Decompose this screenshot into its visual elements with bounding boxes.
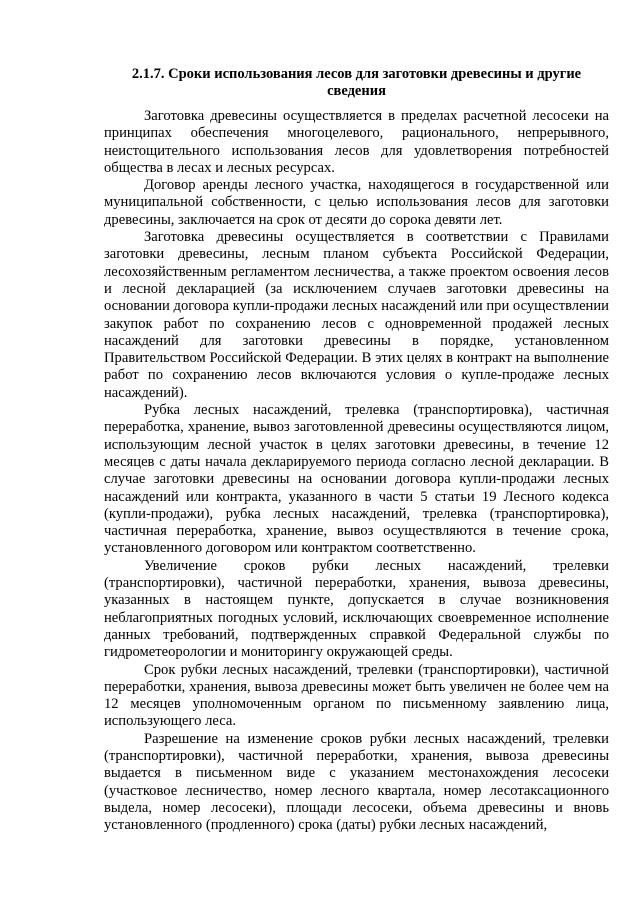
section-heading: 2.1.7. Сроки использования лесов для заготовки древесины и другие сведения bbox=[131, 66, 582, 99]
paragraph-2: Договор аренды лесного участка, находящегося в государственной или муниципальной собственности, с целью использования лесов для заготовки древесины, заключается на срок от десяти до сорока девяти лет. bbox=[104, 177, 609, 228]
paragraph-6: Срок рубки лесных насаждений, трелевки (транспортировки), частичной переработки, хранения, вывоза древесины может быть увеличен не более чем на 12 месяцев уполномоченным органом по письменному заявлению лица, использующего леса. bbox=[104, 661, 609, 730]
paragraph-4: Рубка лесных насаждений, трелевка (транспортировка), частичная переработка, хранение, вывоз заготовленной древесины осуществляются лицом, использующим лесной участок в целях заготовки древесины, в течение 12 месяцев с даты начала декларируемого периода согласно лесной декларации. В случае заготовки древесины на основании договора купли-продажи лесных насаждений или контракта, указанного в части 5 статьи 19 Лесного кодекса (купли-продажи), рубка лесных насаждений, трелевка (транспортировка), частичная переработка, хранение, вывоз осуществляются в течение срока, установленного договором или контрактом соответственно. bbox=[104, 402, 609, 557]
paragraph-3: Заготовка древесины осуществляется в соответствии с Правилами заготовки древесины, лесным планом субъекта Российской Федерации, лесохозяйственным регламентом лесничества, а также проектом освоения лесов и лесной декларацией (за исключением случаев заготовки древесины на основании договора купли-продажи лесных насаждений или при осуществлении закупок работ по сохранению лесов с одновременной продажей лесных насаждений для заготовки древесины в порядке, установленном Правительством Российской Федерации. В этих целях в контракт на выполнение работ по сохранению лесов включаются условия о купле-продаже лесных насаждений). bbox=[104, 229, 609, 401]
paragraph-7: Разрешение на изменение сроков рубки лесных насаждений, трелевки (транспортировки), частичной переработки, хранения, вывоза древесины выдается в письменном виде с указанием местонахождения лесосеки (участковое лесничество, номер лесного квартала, номер лесотаксационного выдела, номер лесосеки), площади лесосеки, объема древесины и вновь установленного (продленного) срока (даты) рубки лесных насаждений, bbox=[104, 730, 609, 834]
paragraph-5: Увеличение сроков рубки лесных насаждений, трелевки (транспортировки), частичной переработки, хранения, вывоза древесины, указанных в настоящем пункте, допускается в случае возникновения неблагоприятных погодных условий, исключающих своевременное исполнение данных требований, подтвержденных справкой Федеральной службы по гидрометеорологии и мониторингу окружающей среды. bbox=[104, 557, 609, 661]
paragraph-1: Заготовка древесины осуществляется в пределах расчетной лесосеки на принципах обеспечения многоцелевого, рационального, непрерывного, неистощительного использования лесов для удовлетворения потребностей общества в лесах и лесных ресурсах. bbox=[104, 108, 609, 176]
document-page bbox=[104, 66, 609, 834]
